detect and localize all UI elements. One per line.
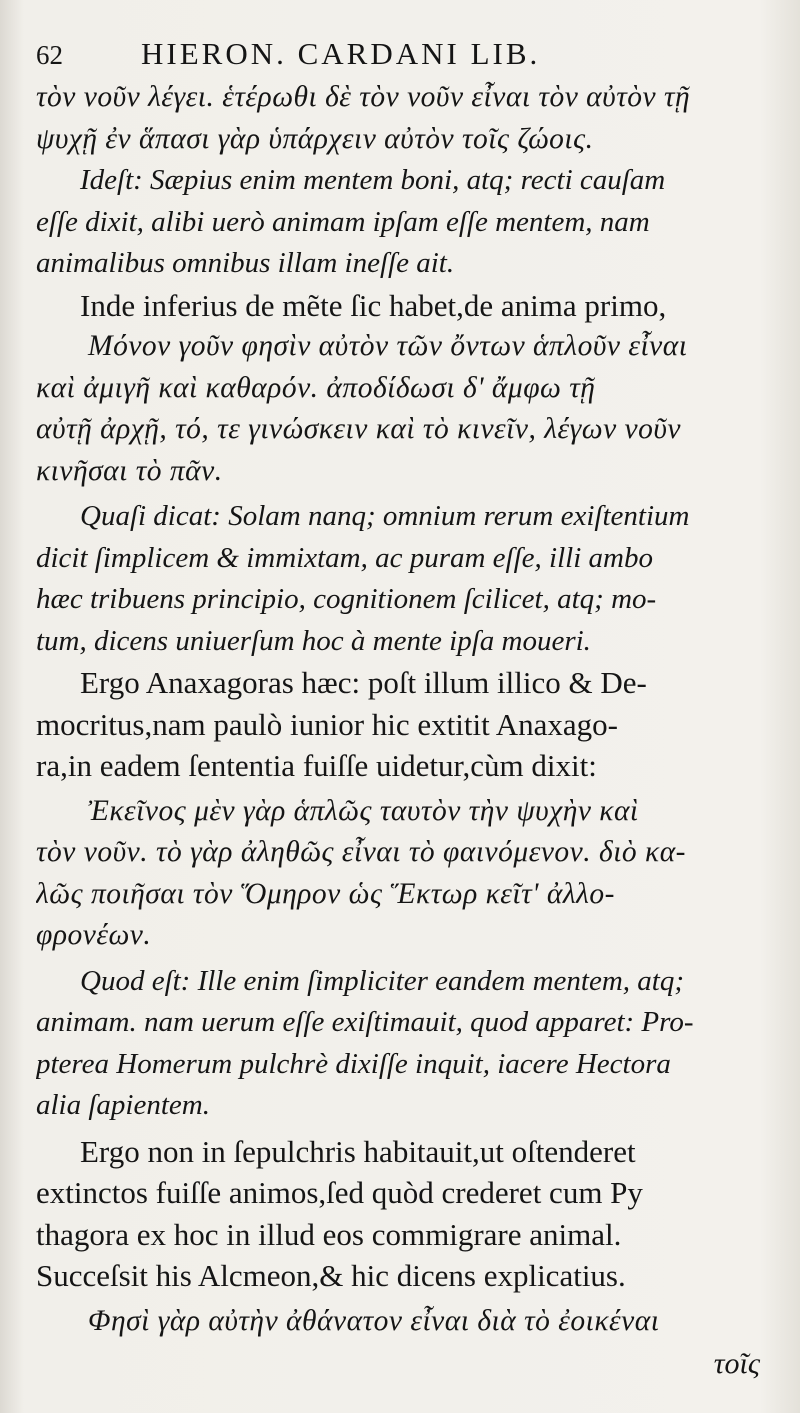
catchword: τοῖς <box>713 1347 760 1380</box>
text-line: animalibus omnibus illam ineſſe ait. <box>36 247 455 279</box>
greek-passage <box>36 77 766 160</box>
text-line: ra,in eadem ſententia fuiſſe uidetur,cùm dixit: <box>36 748 597 783</box>
text-line: dicit ſimplicem & immixtam, ac puram eſſe, illi ambo <box>36 541 653 574</box>
text-line: φρονέων. <box>36 919 152 951</box>
text-line: thagora ex hoc in illud eos commigrare animal. <box>36 1216 622 1252</box>
text-line: κινῆσαι τὸ πᾶν. <box>36 454 223 487</box>
text-line: Inde inferius de mẽte ſic habet,de anima primo, <box>80 287 667 323</box>
text-line: Succeſsit his Alcmeon,& hic dicens explicatius. <box>36 1258 626 1293</box>
roman-paragraph <box>36 1131 766 1297</box>
greek-passage <box>36 1301 766 1343</box>
latin-translation <box>36 160 766 285</box>
latin-translation <box>36 961 766 1127</box>
text-line: καὶ ἀμιγῆ καὶ καθαρόν. ἀποδίδωσι δ' ἄμφω τῇ <box>36 371 596 404</box>
text-line: tum, dicens uniuerſum hoc à mente ipſa moueri. <box>36 624 591 657</box>
text-line: Ideſt: Sæpius enim mentem boni, atq; recti cauſam <box>80 164 666 196</box>
text-line: eſſe dixit, alibi uerò animam ipſam eſſe mentem, nam <box>36 205 650 238</box>
running-head <box>36 34 766 75</box>
page-number: 62 <box>36 40 63 70</box>
text-line: τὸν νοῦν λέγει. ἑτέρωθι δὲ τὸν νοῦν εἶναι τὸν αὐτὸν τῇ <box>36 81 691 113</box>
text-line: animam. nam uerum eſſe exiſtimauit, quod apparet: Pro- <box>36 1006 694 1038</box>
text-line: Ἐκεῖνος μὲν γὰρ ἁπλῶς ταυτὸν τὴν ψυχὴν καὶ <box>88 794 639 827</box>
roman-paragraph <box>36 285 766 327</box>
text-line: Ergo non in ſepulchris habitauit,ut oſtenderet <box>80 1133 636 1169</box>
text-line: αὐτῇ ἀρχῇ, τό, τε γινώσκειν καὶ τὸ κινεῖν, λέγων νοῦν <box>36 413 682 445</box>
text-line: pterea Homerum pulchrè dixiſſe inquit, iacere Hectora <box>36 1047 671 1080</box>
running-title: HIERON. CARDANI LIB. <box>141 36 541 71</box>
text-line: Quod eſt: Ille enim ſimpliciter eandem mentem, atq; <box>80 964 685 997</box>
text-line: λῶς ποιῆσαι τὸν Ὅμηρον ὡς Ἕκτωρ κεῖτ' ἀλλο- <box>36 877 615 910</box>
text-line: mocritus,nam paulò iunior hic extitit Anaxago- <box>36 706 618 742</box>
text-line: hæc tribuens principio, cognitionem ſcilicet, atq; mo- <box>36 583 657 615</box>
latin-translation <box>36 496 766 662</box>
greek-passage <box>36 326 766 492</box>
roman-paragraph <box>36 662 766 787</box>
text-line: Quaſi dicat: Solam nanq; omnium rerum exiſtentium <box>80 500 690 532</box>
text-line: τὸν νοῦν. τὸ γὰρ ἀληθῶς εἶναι τὸ φαινόμενον. διὸ κα- <box>36 836 687 868</box>
text-line: alia ſapientem. <box>36 1089 210 1121</box>
text-line: ψυχῇ ἐν ἅπασι γὰρ ὑπάρχειν αὐτὸν τοῖς ζώοις. <box>36 122 594 155</box>
text-line: extinctos fuiſſe animos,ſed quòd crederet cum Py <box>36 1175 643 1210</box>
text-line: Φησὶ γὰρ αὐτὴν ἀθάνατον εἶναι διὰ τὸ ἐοικέναι <box>88 1304 660 1337</box>
text-line: Ergo Anaxagoras hæc: poſt illum illico & De- <box>80 665 647 700</box>
text-line: Μόνον γοῦν φησὶν αὐτὸν τῶν ὄντων ἁπλοῦν εἶναι <box>88 330 688 362</box>
greek-passage <box>36 791 766 957</box>
